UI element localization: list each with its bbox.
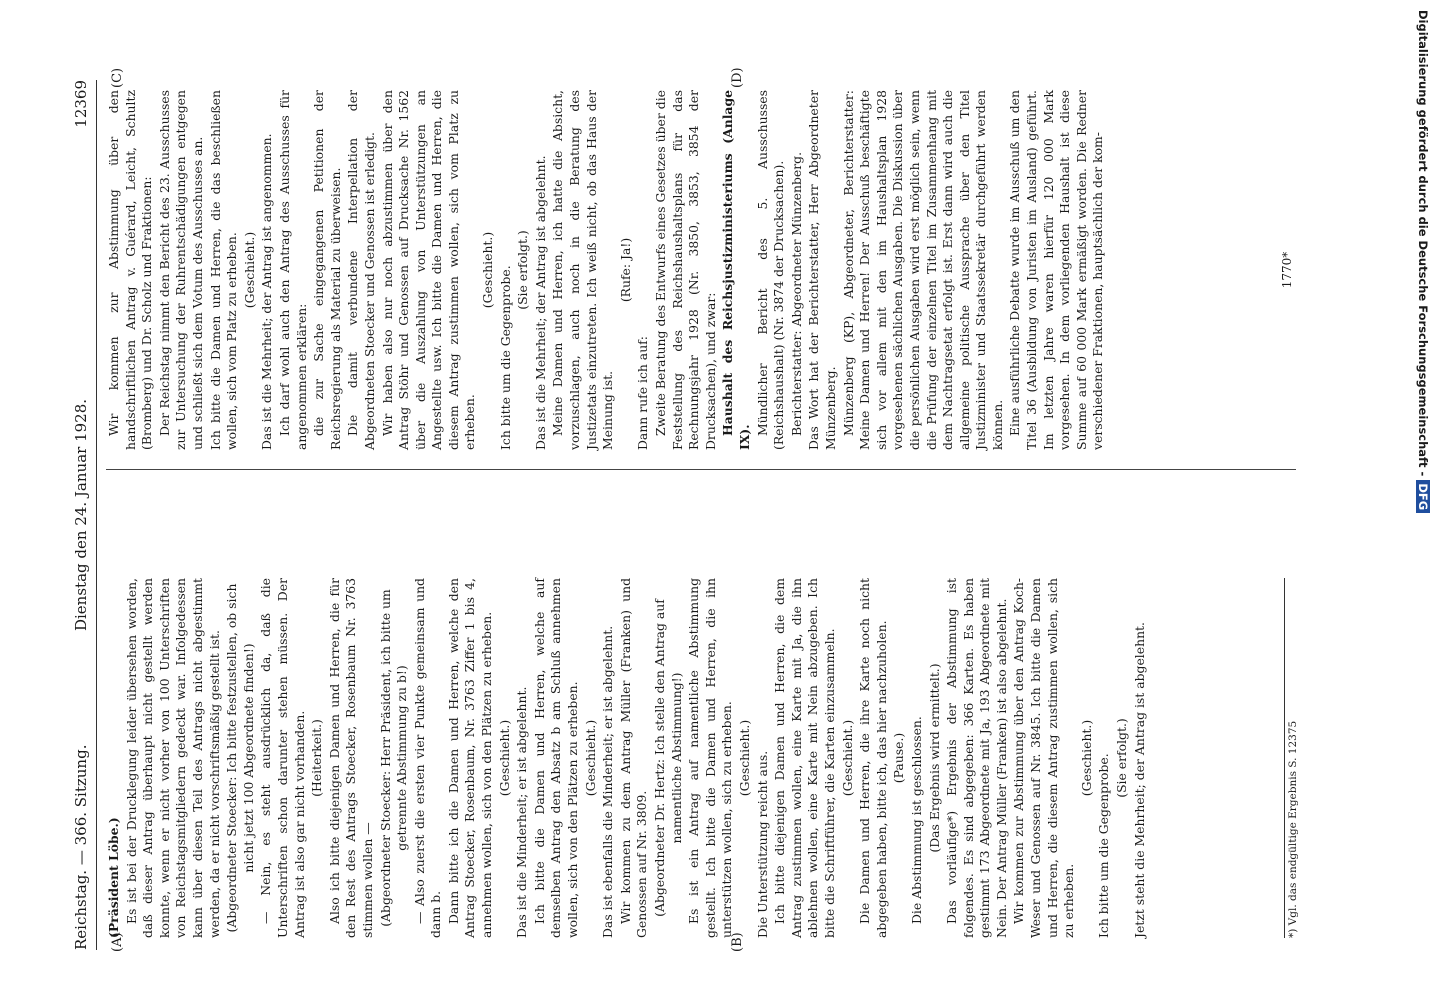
right-column-paragraph: (Geschieht.): [480, 231, 496, 309]
left-column-paragraph: (Abgeordneter Dr. Hertz: Ich stelle den Antrag auf namentliche Abstimmung!): [652, 599, 684, 917]
margin-mark-a: (A): [110, 932, 125, 952]
right-column-paragraph: Meine Damen und Herren, ich hatte die Absicht, vorzuschlagen, auch noch in die Beratung des Justizetats einzutreten. Ich weiß nicht, ob das Haus der Meinung ist.: [550, 90, 616, 450]
right-column-paragraph: Wir kommen zur Abstimmung über den handschriftlichen Antrag v. Guérard, Leicht, Schultz (Bromberg) und Dr. Scholz und Fraktionen:: [106, 90, 155, 450]
right-column-paragraph: Der Reichstag nimmt den Bericht des 23. Ausschusses zur Untersuchung der Ruhrentschädigungen entgegen und schließt sich dem Votum des Ausschusses an.: [156, 90, 205, 450]
left-column-paragraph: (Abgeordneter Stoecker: Herr Präsident, ich bitte um getrennte Abstimmung zu b!): [377, 589, 410, 927]
signature-mark: 1770*: [1280, 251, 1294, 289]
left-column-paragraph: (Pause.): [891, 732, 907, 784]
left-column-paragraph: Ich bitte um die Gegenprobe.: [1096, 753, 1112, 938]
right-column-paragraph: Das ist die Mehrheit; der Antrag ist angenommen.: [259, 133, 275, 450]
column-divider: [106, 469, 1296, 470]
right-column-paragraph: Haushalt des Reichsjustizministeriums (Anlage IX).: [720, 90, 752, 450]
left-column-paragraph: — Nein, es steht ausdrücklich da, daß die Unterschriften schon darunter stehen müssen. Der Antrag ist also gar nicht vorhanden.: [258, 578, 307, 938]
right-column-paragraph: Das Wort hat der Berichterstatter, Herr Abgeordneter Münzenberg.: [806, 90, 838, 450]
right-column-paragraph: Ich bitte die Damen und Herren, die das beschließen wollen, sich vom Platz zu erheben.: [207, 90, 240, 450]
right-column-paragraph: Mündlicher Bericht des 5. Ausschusses (Reichshaushalt) (Nr. 3874 der Drucksachen).: [754, 90, 787, 450]
left-column-paragraph: (Geschieht.): [496, 719, 512, 797]
footnote: *) Vgl. das endgültige Ergebnis S. 12375: [1284, 578, 1299, 938]
margin-mark-d: (D): [730, 67, 745, 88]
right-column-paragraph: (Rufe: Ja!): [617, 237, 633, 303]
left-column-paragraph: Die Damen und Herren, die ihre Karte noch nicht abgegeben haben, bitte ich, das hier nachzuholen.: [857, 578, 889, 938]
dfg-logo: DFG: [1416, 480, 1430, 513]
document-page: [70, 67, 1340, 952]
left-column-paragraph: (Geschieht.): [839, 719, 855, 797]
left-column-paragraph: Ich bitte die Damen und Herren, welche auf demselben Antrag den Absatz b am Schluß annehmen wollen, sich von den Plätzen zu erheben.: [531, 578, 581, 938]
right-column-paragraph: Eine ausführliche Debatte wurde im Ausschuß um den Titel 36 (Ausbildung von Juristen im Ausland) geführt. Im letzten Jahre waren hierfür 120 000 Mark vorgesehen. In dem vorliegenden Haushalt ist diese Summe auf 60 000 Mark ermäßigt worden. Die Redner verschiedener Fraktionen, hauptsächlich der kom-: [1007, 90, 1106, 450]
left-column-paragraph: Die Abstimmung ist geschlossen.: [908, 716, 924, 924]
right-column-paragraph: Die damit verbundene Interpellation der Abgeordneten Stoecker und Genossen ist erledigt.: [345, 90, 377, 450]
left-column-paragraph: (Geschieht.): [736, 719, 752, 797]
left-column-paragraph: — Also zuerst die ersten vier Punkte gemeinsam und dann b.: [411, 578, 444, 938]
left-column-paragraph: (Geschieht.): [1078, 719, 1094, 797]
left-column-paragraph: Ich bitte diejenigen Damen und Herren, die dem Antrag zustimmen wollen, eine Karte mit Ja, die ihn ablehnen wollen, eine Karte mit Nein abzugeben. Ich bitte die Schriftführer, die Karten einzusammeln.: [772, 578, 837, 938]
left-column-paragraph: Also ich bitte diejenigen Damen und Herren, die für den Rest des Antrags Stoecker, Rosenbaum Nr. 3763 stimmen wollen —: [326, 578, 375, 938]
page-number: 12369: [72, 80, 90, 128]
margin-mark-b: (B): [730, 932, 745, 952]
left-column-paragraph: Es ist ein Antrag auf namentliche Abstimmung gestellt. Ich bitte die Damen und Herren, die ihn unterstützen wollen, sich zu erheben.: [686, 578, 735, 938]
left-column-paragraph: (Heiterkeit.): [309, 719, 325, 797]
left-column-paragraph: Wir kommen zu dem Antrag Müller (Franken) und Genossen auf Nr. 3809.: [617, 578, 650, 938]
right-column-paragraph: die zur Sache eingegangenen Petitionen der Reichsregierung als Material zu überweisen.: [311, 90, 343, 450]
right-column-paragraph: (Sie erfolgt.): [515, 230, 531, 310]
right-column-paragraph: Das ist die Mehrheit; der Antrag ist abgelehnt.: [532, 155, 548, 450]
left-column-paragraph: Das ist die Minderheit; er ist abgelehnt.: [514, 686, 530, 938]
left-column-paragraph: Es ist bei der Drucklegung leider übersehen worden, daß dieser Antrag überhaupt nicht gestellt werden konnte, wenn er nicht vorher von 100 Unterschriften von Reichstagsmitgliedern gedeckt war. Infolgedessen kann über diesen Teil des Antrags nicht abgestimmt werden, da er nicht vorschriftsmäßig gestellt ist.: [123, 578, 222, 938]
right-column-paragraph: Wir haben also nur noch abzustimmen über den Antrag Stöhr und Genossen auf Drucksache Nr. 1562 über die Auszahlung von Unterstützungen an Angestellte usw. Ich bitte die Damen und Herren, die diesem Antrag zustimmen wollen, sich vom Platz zu erheben.: [379, 90, 478, 450]
left-column-paragraph: Jetzt steht die Mehrheit; der Antrag ist abgelehnt.: [1131, 622, 1147, 938]
left-column-paragraph: (Abgeordneter Stoecker: Ich bitte festzustellen, ob sich nicht jetzt 100 Abgeordnete finden!): [224, 583, 256, 933]
right-column-paragraph: Ich bitte um die Gegenprobe.: [497, 265, 513, 450]
header-center: Dienstag den 24. Januar 1928.: [72, 398, 90, 632]
right-text-column: [106, 90, 1108, 450]
left-column-paragraph: (Sie erfolgt.): [1114, 718, 1130, 798]
credit-text: Digitalisierung gefördert durch die Deutsche Forschungsgemeinschaft -: [1416, 10, 1430, 477]
digitization-credit: [1412, 10, 1432, 990]
header-left: Reichstag. — 366. Sitzung.: [72, 744, 90, 950]
right-column-paragraph: (Geschieht.): [241, 231, 257, 309]
right-column-paragraph: Münzenberg (KP), Abgeordneter, Berichterstatter: Meine Damen und Herren! Der Ausschuß beschäftigte sich vor allem mit den im Haushaltsplan 1928 vorgesehenen sächlichen Ausgaben. Die Diskussion über die persönlichen Ausgaben wird erst möglich sein, wenn die Prüfung der einzelnen Titel im Zusammenhang mit dem Nachtragsetat erfolgt ist. Erst dann wird auch die allgemeine politische Aussprache über den Titel Justizminister und Staatssekretär durchgeführt werden können.: [840, 90, 1005, 450]
left-column-paragraph: (Präsident Löbe.): [106, 817, 121, 938]
left-text-column: [106, 578, 1149, 938]
left-column-paragraph: (Geschieht.): [582, 719, 598, 797]
left-column-paragraph: Wir kommen zur Abstimmung über den Antrag Koch-Weser und Genossen auf Nr. 3845. Ich bitte die Damen und Herren, die diesem Antrag zustimmen wollen, sich zu erheben.: [1011, 578, 1077, 938]
running-header: [70, 80, 97, 950]
left-column-paragraph: Dann bitte ich die Damen und Herren, welche den Antrag Stoecker, Rosenbaum, Nr. 3763 Ziffer 1 bis 4, annehmen wollen, sich von den Plätzen zu erheben.: [445, 578, 495, 938]
left-column-paragraph: Die Unterstützung reicht aus.: [754, 750, 770, 938]
right-column-paragraph: Zweite Beratung des Entwurfs eines Gesetzes über die Feststellung des Reichshaushaltsplans für das Rechnungsjahr 1928 (Nr. 3850, 3853, 3854 der Drucksachen), und zwar:: [653, 90, 718, 450]
margin-mark-c: (C): [110, 67, 125, 88]
left-column-paragraph: Das vorläufige*) Ergebnis der Abstimmung ist folgendes. Es sind abgegeben: 366 Karten. Es haben gestimmt 173 Abgeordnete mit Ja, 193 Abgeordnete mit Nein. Der Antrag Müller (Franken) ist also abgelehnt.: [944, 578, 1009, 938]
right-column-paragraph: Dann rufe ich auf:: [635, 336, 651, 450]
left-column-paragraph: Das ist ebenfalls die Minderheit; er ist abgelehnt.: [600, 625, 616, 938]
left-column-paragraph: (Das Ergebnis wird ermittelt.): [926, 663, 942, 853]
right-column-paragraph: Ich darf wohl auch den Antrag des Ausschusses für angenommen erklären:: [276, 90, 309, 450]
right-column-paragraph: Berichterstatter: Abgeordneter Münzenberg.: [788, 151, 804, 436]
